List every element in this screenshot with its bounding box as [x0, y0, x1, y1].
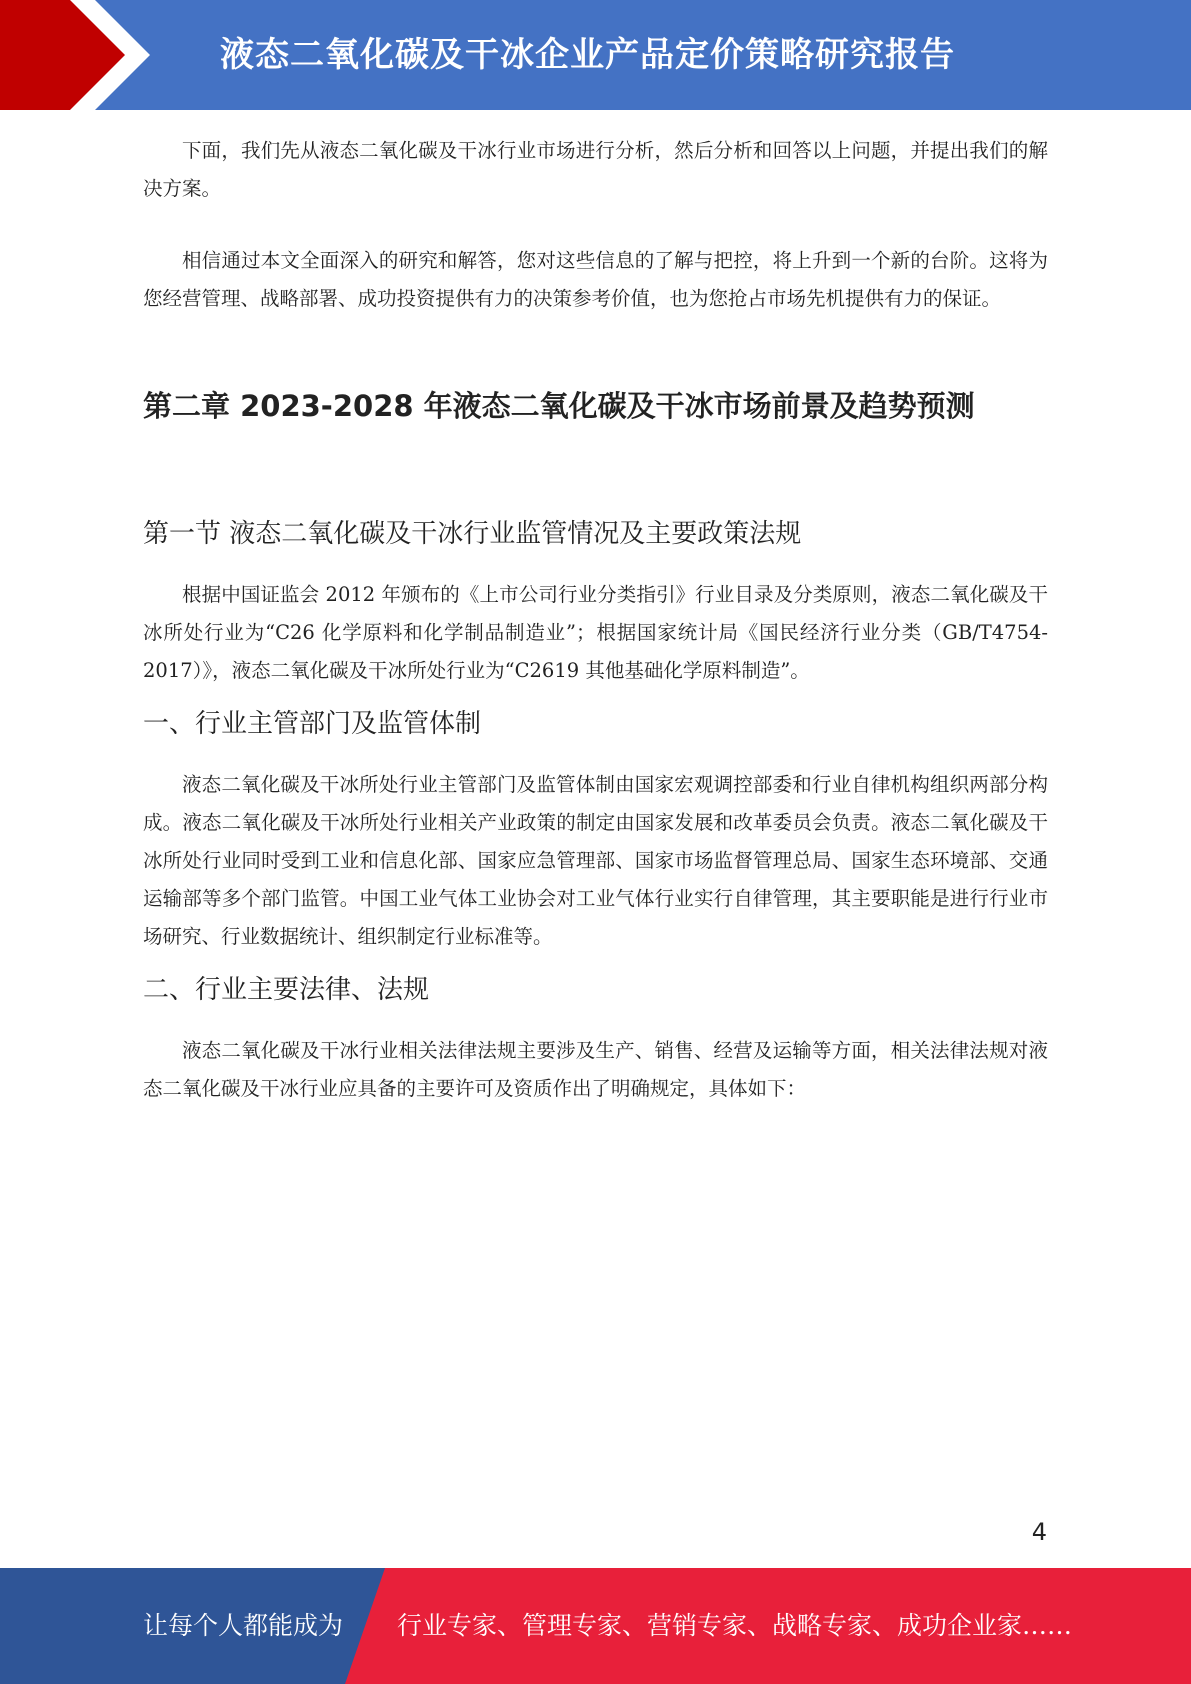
page-footer — [0, 1568, 1191, 1684]
section-paragraph: 根据中国证监会 2012 年颁布的《上市公司行业分类指引》行业目录及分类原则，液态二氧化碳及干冰所处行业为“C26 化学原料和化学制品制造业”；根据国家统计局《国民经济行业分类（GB/T4754-2017）》，液态二氧化碳及干冰所处行业为“C2619 其他基础化学原料制造”。 — [143, 583, 1048, 682]
report-title: 液态二氧化碳及干冰企业产品定价策略研究报告 — [220, 35, 955, 75]
intro-paragraph-1: 下面，我们先从液态二氧化碳及干冰行业市场进行分析，然后分析和回答以上问题，并提出我们的解决方案。 — [143, 139, 1048, 200]
page-content — [143, 132, 1048, 1108]
subsection-paragraph-1: 液态二氧化碳及干冰所处行业主管部门及监管体制由国家宏观调控部委和行业自律机构组织两部分构成。液态二氧化碳及干冰所处行业相关产业政策的制定由国家发展和改革委员会负责。液态二氧化碳及干冰所处行业同时受到工业和信息化部、国家应急管理部、国家市场监督管理总局、国家生态环境部、交通运输部等多个部门监管。中国工业气体工业协会对工业气体行业实行自律管理，其主要职能是进行行业市场研究、行业数据统计、组织制定行业标准等。 — [143, 773, 1048, 948]
subsection-paragraph-2: 液态二氧化碳及干冰行业相关法律法规主要涉及生产、销售、经营及运输等方面，相关法律法规对液态二氧化碳及干冰行业应具备的主要许可及资质作出了明确规定，具体如下： — [143, 1039, 1048, 1100]
footer-slogan-left: 让每个人都能成为 — [143, 1611, 344, 1640]
footer-slogan-right: 行业专家、管理专家、营销专家、战略专家、成功企业家…… — [397, 1611, 1073, 1640]
subsection-heading-2: 二、行业主要法律、法规 — [143, 975, 430, 1005]
intro-paragraph-2: 相信通过本文全面深入的研究和解答，您对这些信息的了解与把控，将上升到一个新的台阶。这将为您经营管理、战略部署、成功投资提供有力的决策参考价值，也为您抢占市场先机提供有力的保证。 — [143, 249, 1048, 310]
subsection-heading-1: 一、行业主管部门及监管体制 — [143, 709, 482, 739]
page-header — [0, 0, 1191, 110]
chapter-heading: 第二章 2023-2028 年液态二氧化碳及干冰市场前景及趋势预测 — [143, 389, 975, 423]
section-heading: 第一节 液态二氧化碳及干冰行业监管情况及主要政策法规 — [143, 519, 802, 549]
page-number: 4 — [1031, 1518, 1047, 1546]
